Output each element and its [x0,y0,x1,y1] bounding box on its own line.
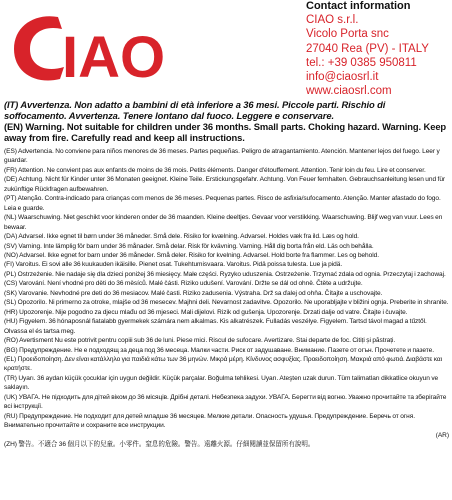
ciao-logo [4,5,174,89]
logo-c-icon [14,16,64,80]
warning-english: (EN) Warning. Not suitable for children under 36 months. Small parts. Choking hazard. Warning. Keep away from fire. Carefully read and keep all instructions. [4,121,447,144]
warning-fi: (FI) Varoitus. Ei sovi alle 36 kuukauden ikäisille. Pienet osat. Tukehtumisvaara. Varoitus. Pidä poissa tulesta. Lue ja pidä. [4,261,343,269]
warning-pl: (PL) Ostrzeżenie. Nie nadaje się dla dzieci poniżej 36 miesięcy. Małe części. Ryzyko uduszenia. Ostrzeżenie. Trzymać zdala od ognia. Przeczytaj i zachowaj. [4,270,446,278]
contact-information [306,0,452,99]
email-address: info@ciaosrl.it [306,71,379,84]
warning-fr: (FR) Attention. Ne convient pas aux enfants de moins de 36 mois. Petits éléments. Danger d'étouffement. Attention. Tenir loin du feu. Lire et conserver. [4,166,426,174]
city-address: 27040 Rea (PV) - ITALY [306,42,429,55]
phone-number: tel.: +39 0385 950811 [306,56,417,69]
warning-sl: (SL) Opozorilo. Ni primerno za otroke, mlajše od 36 mesecev. Majhni deli. Nevarnost zadavitve. Opozorilo. Ne uporabljajte v bližini ognja. Preberite in shranite. [4,299,449,307]
website-url: www.ciaosrl.com [306,85,392,98]
warning-es: (ES) Advertencia. No conviene para niños menores de 36 meses. Partes pequeñas. Peligro de atragantamiento. Atención. Mantener lejos del fuego. Leer y guardar. [4,148,440,165]
warning-da: (DA) Advarsel. Ikke egnet til børn under 36 måneder. Små dele. Risiko for kvælning. Advarsel. Holdes væk fra ild. Læs og hold. [4,233,359,241]
warning-no: (NO) Advarsel. Ikke egnet for barn under 36 måneder. Små deler. Risiko for kvelning. Advarsel. Hold borte fra flammer. Les og behold. [4,251,379,259]
company-name: CIAO s.r.l. [306,14,359,26]
warning-nl: (NL) Waarschuwing. Niet geschikt voor kinderen onder de 36 maanden. Kleine deeltjes. Gevaar voor verstikking. Waarschuwing. Blijf weg van vuur. Lees en bewaar. [4,214,443,231]
warning-sv: (SV) Varning. Inte lämplig för barn under 36 månader. Små delar. Risk för kvävning. Varning. Håll dig borta från eld. Läs och behålla. [4,242,374,250]
warning-hr: (HR) Upozorenje. Nije pogodno za djecu mlađu od 36 mjeseci. Mali dijelovi. Rizik od gušenja. Upozorenje. Drzati dalje od vatre. Čitajte i čuvajte. [4,308,408,316]
warning-ru: (RU) Предупреждение. Не подходит для детей младше 36 месяцев. Мелкие детали. Опасность удушья. Предупреждение. Беречь от огня. Внимательно прочитайте и сохраните все инструкции. [4,412,415,430]
multilingual-warnings [4,147,449,450]
contact-heading: Contact information [306,0,411,12]
warning-el: (EL) Προειδοποίηση. Δεν είναι κατάλληλο για παιδιά κάτω των 36 μηνών. Μικρά μέρη. Κίνδυνος ασφυξίας. Προειδοποίηση. Μακριά από φωτιά. Διαβάστε και κρατήστε. [4,355,442,373]
warning-bg: (BG) Предупреждение. Не е подходящ за деца под 36 месеца. Малки части. Риск от задушаване. Внимание. Пазете от огън. Прочетете и пазете. [4,346,434,354]
warning-zh: (ZH) 警告。不適合 36 個月以下的兒童。小零件。窒息的危險。警告。遠離火源。仔細閱讀並保留所有說明。 [4,441,315,449]
warning-ar: (AR) [435,431,449,439]
warning-ro: (RO) Avertisment Nu este potrivit pentru copiii sub 36 de luni. Piese mici. Riscul de sufocare. Avertizare. Stai departe de foc. Citiți și păstrați. [4,337,396,345]
warning-tr: (TR) Uyarı. 36 aydan küçük çocuklar için uygun değildir. Küçük parçalar. Boğulma tehlikesi. Uyarı. Ateşten uzak durun. Tüm talimatları dikkatlice okuyun ve saklayın. [4,374,439,392]
warning-de: (DE) Achtung. Nicht für Kinder unter 36 Monaten geeignet. Kleine Teile. Erstickungsgefahr. Achtung. Von Feuer fernhalten. Gebrauchsanleitung lesen und für zukünftige Rückfragen aufbewahren. [4,176,446,193]
warning-uk: (UK) УВАГА. Не підходить для дітей віком до 36 місяців. Дрібні деталі. Небезпека задухи. УВАГА. Берегти від вогню. Уважно прочитайте та зберігайте всі інструкції. [4,393,447,411]
warning-cs: (CS) Varování. Není vhodné pro děti do 36 měsíců. Malé části. Riziko udušení. Varování. Držte se dál od ohně. Čtěte a udržujte. [4,280,363,288]
ciao-logo-graphic [4,5,174,89]
warning-italian: (IT) Avvertenza. Non adatto a bambini di età inferiore a 36 mesi. Piccole parti. Rischio di soffocamento. Avvertenza. Tenere lontano dal fuoco. Leggere e conservare. [4,99,386,122]
logo-wordmark: IAO [62,25,166,89]
warning-pt: (PT) Atenção. Contra-indicado para crianças com menos de 36 meses. Pequenas partes. Risco de asfixia/sufocamento. Atenção. Manter afastado do fogo. Leia e guarde. [4,195,441,212]
warning-sk: (SK) Varovanie. Nevhodné pre deti do 36 mesiacov. Malé časti. Riziko zadusenia. Výstraha. Drž sa ďalej od ohňa. Čítajte a uschovajte. [4,289,383,297]
main-warnings [4,99,448,143]
warning-hu: (HU) Figyelem. 36 hónaposnál fiatalabb gyermekek számára nem alkalmas. Kis alkatrészek. Fulladás veszélye. Figyelem. Tartsd távol magad a tűztől. Olvassa el és tartsa meg. [4,318,427,335]
street-address: Vicolo Porta snc [306,28,389,41]
